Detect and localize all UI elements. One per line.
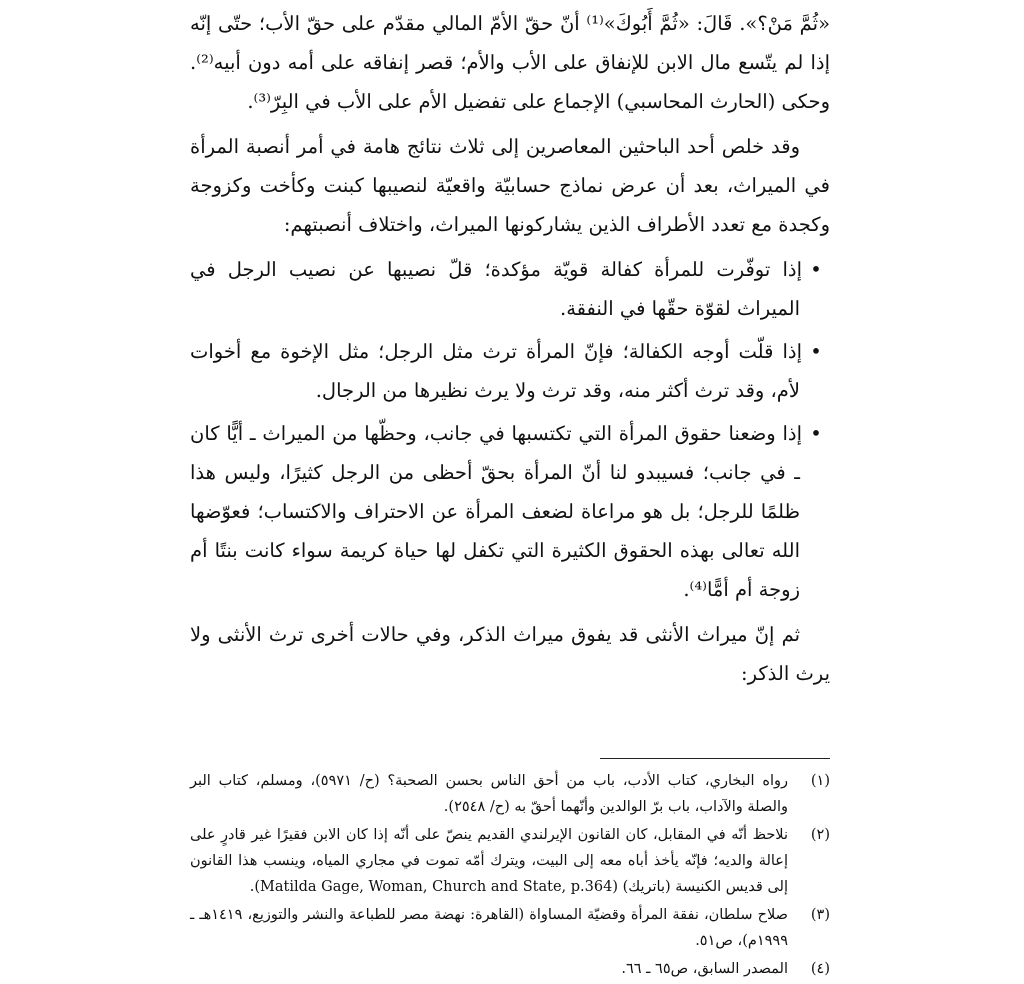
- bullet-icon: •: [810, 340, 822, 363]
- footnote-separator: [600, 758, 830, 759]
- footnote-text: [190, 822, 788, 900]
- footnote: [190, 768, 830, 820]
- bullet-text: إذا توفّرت للمرأة كفالة قويّة مؤكدة؛ قلّ نصيبها عن نصيب الرجل في الميراث لقوّة حقّها في النفقة.: [190, 258, 802, 320]
- footnotes: [190, 768, 830, 984]
- bullet-item: [190, 332, 830, 410]
- bullet-icon: •: [810, 258, 822, 281]
- footnote-number: (٤): [810, 961, 830, 977]
- footnote-text: صلاح سلطان، نفقة المرأة وقضيّة المساواة (القاهرة: نهضة مصر للطباعة والنشر والتوزيع، ١٤١٩هـ ـ ١٩٩٩م)، ص٥١.: [190, 907, 788, 949]
- footnote-end: .: [249, 879, 255, 895]
- bullet-text: إذا وضعنا حقوق المرأة التي تكتسبها في جانب، وحظّها من الميراث ـ أيًّا كان ـ في جانب؛ فسيبدو لنا أنّ المرأة بحقّ أحظى من الرجل كثيرًا، وليس هذا ظلمًا للرجل؛ بل هو مراعاة لضعف المرأة عن الاحتراف والاكتساب؛ فعوّضها الله تعالى بهذه الحقوق الكثيرة التي تكفل لها حياة كريمة سواء كانت بنتًا أم زوجة أم أمًّا⁽⁴⁾.: [190, 422, 802, 601]
- bullet-item: [190, 414, 830, 609]
- footnote-text: رواه البخاري، كتاب الأدب، باب من أحق الناس بحسن الصحبة؟ (ح/ ٥٩٧١)، ومسلم، كتاب البر والصلة والآداب، باب برّ الوالدين وأنّهما أحقّ به (ح/ ٢٥٤٨).: [190, 773, 788, 815]
- footnote-number: (١): [810, 773, 830, 789]
- footnote-citation: (Matilda Gage, Woman, Church and State, p.364): [254, 879, 618, 895]
- paragraph-1: «ثُمَّ مَنْ؟». قَالَ: «ثُمَّ أَبُوكَ»⁽¹⁾ أنّ حقّ الأمّ المالي مقدّم على حقّ الأب؛ حتّى إنّه إذا لم يتّسع مال الابن للإنفاق على الأب والأم؛ قصر إنفاقه على أمه دون أبيه⁽²⁾. وحكى (الحارث المحاسبي) الإجماع على تفضيل الأم على الأب في البِرّ⁽³⁾.: [190, 12, 830, 113]
- footnote: [190, 956, 830, 982]
- footnote-text: المصدر السابق، ص٦٥ ـ ٦٦.: [621, 961, 788, 977]
- footnote: [190, 902, 830, 954]
- bullet-text: إذا قلّت أوجه الكفالة؛ فإنّ المرأة ترث مثل الرجل؛ مثل الإخوة مع أخوات لأم، وقد ترث أكثر منه، وقد ترث ولا يرث نظيرها من الرجال.: [190, 340, 802, 402]
- main-text: [190, 4, 830, 693]
- bullet-item: [190, 250, 830, 328]
- footnote-number: (٢): [810, 827, 830, 843]
- paragraph-2: وقد خلص أحد الباحثين المعاصرين إلى ثلاث نتائج هامة في أمر أنصبة المرأة في الميراث، بعد أن عرض نماذج حسابيّة واقعيّة لنصيبها كبنت وكأخت وكزوجة وكجدة مع تعدد الأطراف الذين يشاركونها الميراث، واختلاف أنصبتهم:: [190, 135, 830, 236]
- closing-paragraph: ثم إنّ ميراث الأنثى قد يفوق ميراث الذكر، وفي حالات أخرى ترث الأنثى ولا يرث الذكر:: [190, 623, 830, 685]
- footnote-number: (٣): [810, 907, 830, 923]
- footnote: [190, 822, 830, 900]
- footnote-arabic: نلاحظ أنّه في المقابل، كان القانون الإيرلندي القديم ينصّ على أنّه إذا كان الابن فقيرًا غير قادرٍ على إعالة والديه؛ فإنّه يأخذ أباه معه إلى البيت، ويترك أمّه تموت في مجاري المياه، وينسب هذا القانون إلى قديس الكنيسة (باتريك): [190, 827, 788, 895]
- bullet-icon: •: [810, 422, 822, 445]
